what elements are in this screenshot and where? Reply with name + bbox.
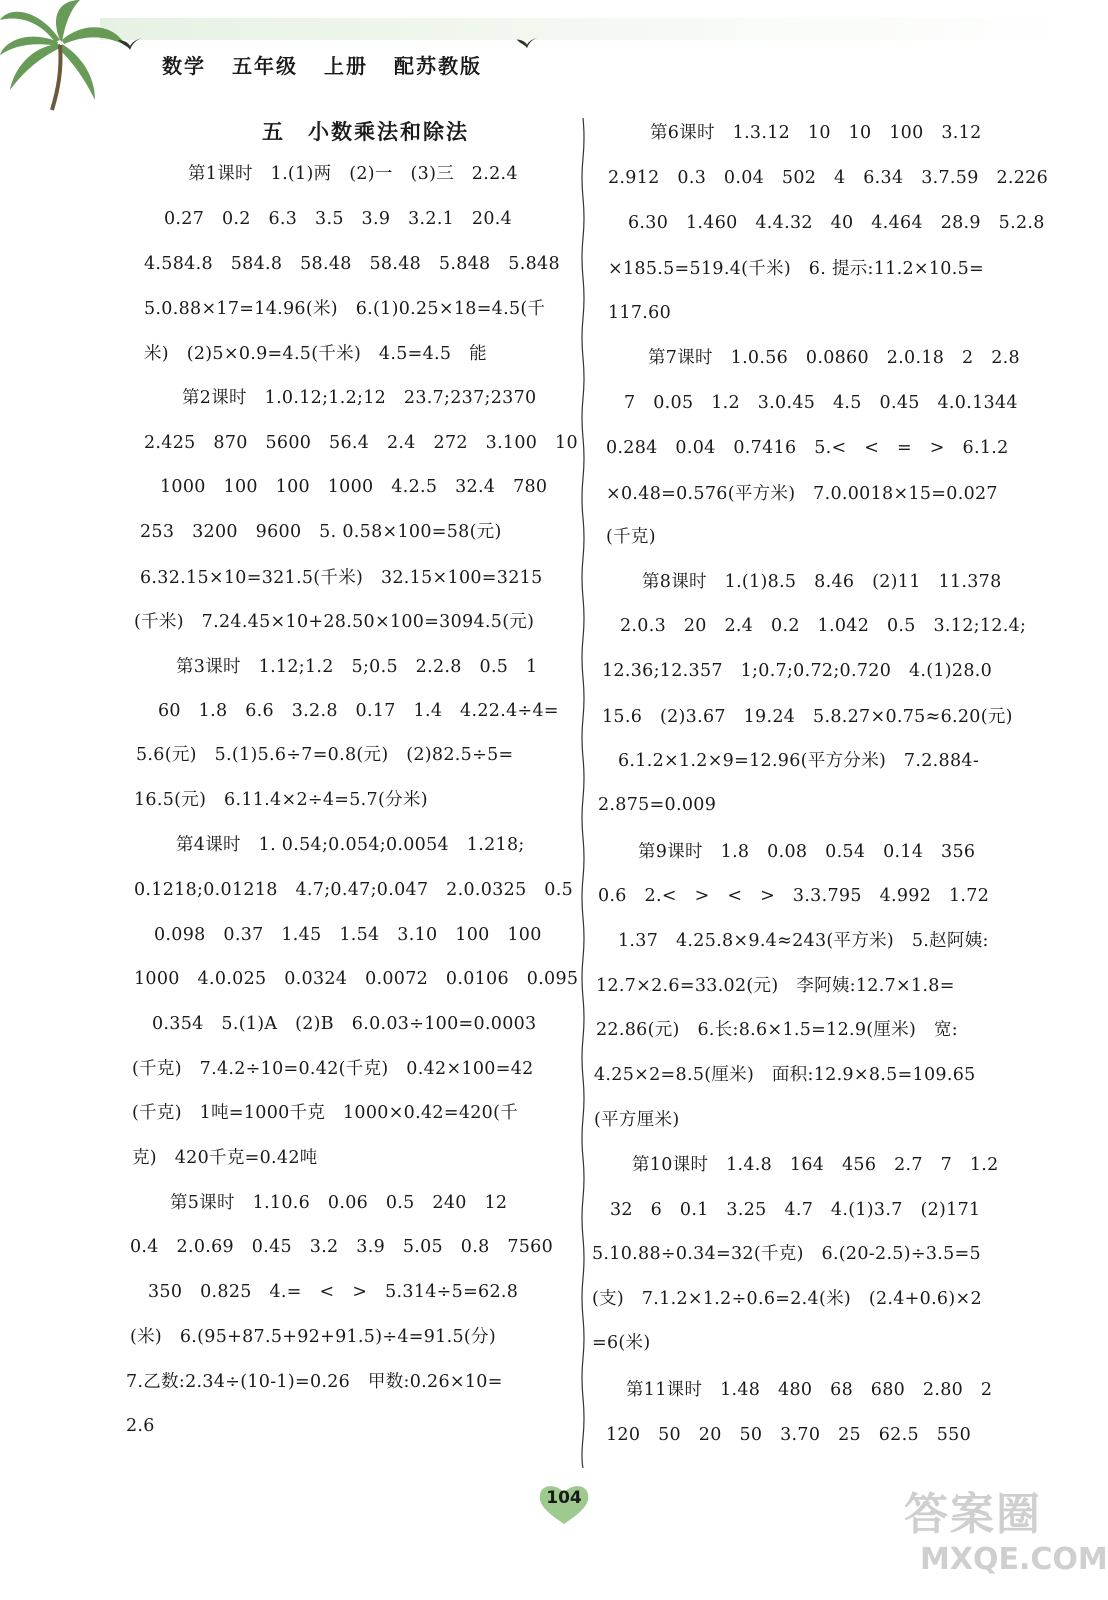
answer-line: 2.0.3 20 2.4 0.2 1.042 0.5 3.12;12.4; (620, 616, 1027, 636)
answer-line: 1000 4.0.025 0.0324 0.0072 0.0106 0.095 (134, 969, 579, 989)
watermark-url: MXQE.COM (920, 1542, 1108, 1577)
answer-line: 2.425 870 5600 56.4 2.4 272 3.100 10 (144, 433, 578, 453)
answer-line: 第11课时 1.48 480 68 680 2.80 2 (626, 1380, 993, 1400)
answer-line: 米) (2)5×0.9=4.5(千米) 4.5=4.5 能 (144, 344, 487, 364)
answer-line: 5.10.88÷0.34=32(千克) 6.(20-2.5)÷3.5=5 (592, 1244, 981, 1264)
column-divider (580, 118, 586, 1468)
answer-line: 6.30 1.460 4.4.32 40 4.464 28.9 5.2.8 (628, 213, 1045, 233)
answer-line: 第7课时 1.0.56 0.0860 2.0.18 2 2.8 (648, 348, 1020, 368)
answer-line: (千克) 7.4.2÷10=0.42(千克) 0.42×100=42 (132, 1059, 534, 1079)
page-header (0, 0, 1079, 110)
palm-tree-icon (0, 0, 150, 110)
answer-line: 6.32.15×10=321.5(千米) 32.15×100=3215 (140, 568, 543, 588)
answer-line: 2.912 0.3 0.04 502 4 6.34 3.7.59 2.226 (608, 168, 1049, 188)
answer-line: 1.37 4.25.8×9.4≈243(平方米) 5.赵阿姨: (618, 931, 989, 951)
answer-line: 6.1.2×1.2×9=12.96(平方分米) 7.2.884- (618, 751, 980, 771)
answer-line: 第6课时 1.3.12 10 10 100 3.12 (650, 123, 982, 143)
edition-label: 配苏教版 (394, 54, 482, 78)
header-band (100, 18, 1079, 40)
answer-line: 117.60 (608, 303, 672, 323)
answer-line: 4.25×2=8.5(厘米) 面积:12.9×8.5=109.65 (594, 1065, 976, 1085)
answer-line: 5.6(元) 5.(1)5.6÷7=0.8(元) (2)82.5÷5= (136, 745, 514, 765)
subject-label: 数学 (162, 54, 206, 78)
answer-line: 2.875=0.009 (598, 795, 717, 815)
volume-label: 上册 (324, 54, 368, 78)
book-title (162, 50, 508, 79)
bird-icon (118, 36, 142, 52)
answer-line: 16.5(元) 6.11.4×2÷4=5.7(分米) (134, 790, 428, 810)
page-number (536, 1482, 592, 1526)
answer-line: 第4课时 1. 0.54;0.054;0.0054 1.218; (176, 835, 525, 855)
watermark (900, 1478, 1108, 1594)
answer-line: 7 0.05 1.2 3.0.45 4.5 0.45 4.0.1344 (624, 393, 1018, 413)
answer-line: 4.584.8 584.8 58.48 58.48 5.848 5.848 (144, 254, 560, 274)
answer-line: 350 0.825 4.= < > 5.314÷5=62.8 (148, 1282, 519, 1302)
answer-line: 0.098 0.37 1.45 1.54 3.10 100 100 (154, 925, 542, 945)
answer-line: 1000 100 100 1000 4.2.5 32.4 780 (160, 477, 548, 497)
answer-line: 第8课时 1.(1)8.5 8.46 (2)11 11.378 (642, 572, 1002, 592)
answer-line: =6(米) (592, 1333, 651, 1353)
section-title: 五 小数乘法和除法 (262, 119, 469, 144)
answer-line: 0.1218;0.01218 4.7;0.47;0.047 2.0.0325 0.5 (134, 880, 574, 900)
answer-line: (支) 7.1.2×1.2÷0.6=2.4(米) (2.4+0.6)×2 (592, 1289, 982, 1309)
answer-line: ×0.48=0.576(平方米) 7.0.0018×15=0.027 (606, 484, 998, 504)
answer-line: 第1课时 1.(1)两 (2)一 (3)三 2.2.4 (188, 164, 518, 184)
answer-line: ×185.5=519.4(千米) 6. 提示:11.2×10.5= (608, 259, 984, 279)
answer-line: 0.354 5.(1)A (2)B 6.0.03÷100=0.0003 (152, 1014, 537, 1034)
grade-label: 五年级 (232, 54, 298, 78)
answer-line: 12.7×2.6=33.02(元) 李阿姨:12.7×1.8= (596, 976, 955, 996)
answer-line: 第5课时 1.10.6 0.06 0.5 240 12 (170, 1193, 508, 1213)
answer-line: 克) 420千克=0.42吨 (132, 1148, 318, 1168)
answer-line: (千克) (606, 527, 656, 547)
answer-line: 253 3200 9600 5. 0.58×100=58(元) (140, 522, 502, 542)
answer-line: (平方厘米) (594, 1110, 680, 1130)
answer-line: 0.27 0.2 6.3 3.5 3.9 3.2.1 20.4 (164, 209, 513, 229)
answer-line: (千克) 1吨=1000千克 1000×0.42=420(千 (132, 1103, 519, 1123)
bird-icon (516, 36, 538, 50)
answer-line: (千米) 7.24.45×10+28.50×100=3094.5(元) (134, 612, 535, 632)
watermark-text: 答案圈 (904, 1489, 1042, 1540)
page-number-text: 104 (546, 1488, 582, 1508)
answer-line: 第3课时 1.12;1.2 5;0.5 2.2.8 0.5 1 (176, 657, 538, 677)
answer-line: 60 1.8 6.6 3.2.8 0.17 1.4 4.22.4÷4= (158, 701, 559, 721)
answer-line: 第9课时 1.8 0.08 0.54 0.14 356 (638, 842, 976, 862)
answer-line: 12.36;12.357 1;0.7;0.72;0.720 4.(1)28.0 (602, 661, 993, 681)
answer-line: 第10课时 1.4.8 164 456 2.7 7 1.2 (632, 1155, 999, 1175)
answer-line: (米) 6.(95+87.5+92+91.5)÷4=91.5(分) (130, 1327, 496, 1347)
answer-line: 15.6 (2)3.67 19.24 5.8.27×0.75≈6.20(元) (602, 707, 1013, 727)
answer-line: 22.86(元) 6.长:8.6×1.5=12.9(厘米) 宽: (596, 1020, 958, 1040)
answer-line: 2.6 (126, 1416, 155, 1436)
answer-line: 32 6 0.1 3.25 4.7 4.(1)3.7 (2)171 (610, 1200, 981, 1220)
answer-line: 7.乙数:2.34÷(10-1)=0.26 甲数:0.26×10= (126, 1372, 503, 1392)
answer-line: 0.284 0.04 0.7416 5.< < = > 6.1.2 (606, 438, 1009, 458)
answer-line: 第2课时 1.0.12;1.2;12 23.7;237;2370 (182, 388, 537, 408)
answer-line: 0.4 2.0.69 0.45 3.2 3.9 5.05 0.8 7560 (130, 1237, 554, 1257)
answer-line: 120 50 20 50 3.70 25 62.5 550 (606, 1425, 972, 1445)
answer-line: 0.6 2.< > < > 3.3.795 4.992 1.72 (598, 886, 990, 906)
answer-line: 5.0.88×17=14.96(米) 6.(1)0.25×18=4.5(千 (144, 299, 546, 319)
